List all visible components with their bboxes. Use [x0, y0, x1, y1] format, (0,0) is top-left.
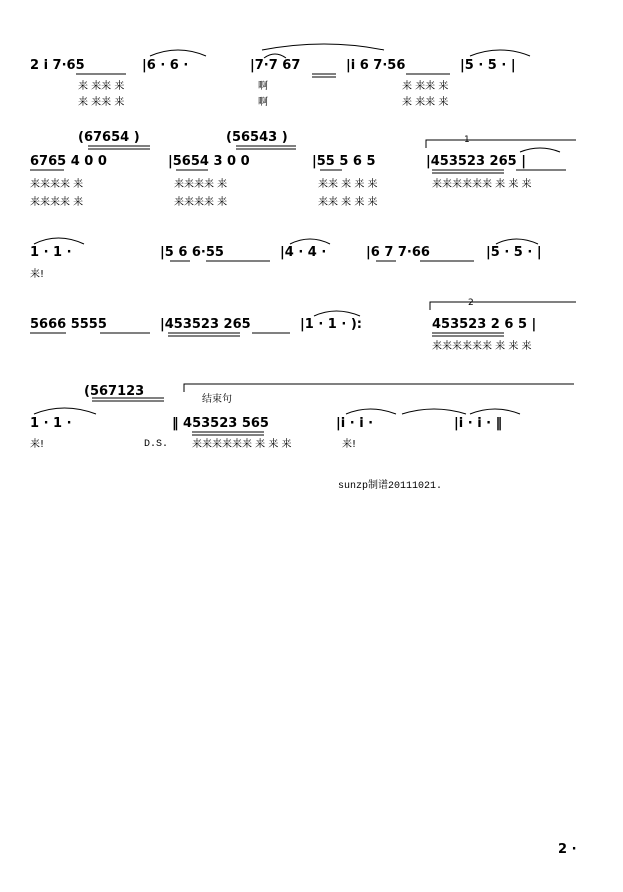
ds-marking: D.S. [144, 439, 169, 450]
volta-bracket [430, 302, 576, 310]
lyric-text: 来来来来 来 [30, 197, 84, 208]
slur [264, 54, 286, 58]
slur [34, 238, 84, 244]
notes-measure: |i · i · ‖ [454, 416, 503, 431]
notes-measure: |55 5 6 5 [312, 154, 376, 169]
slur [314, 311, 360, 316]
notes-measure: ‖ 453523 565 [172, 416, 269, 431]
notes-measure: |7·7 67 [250, 58, 301, 73]
section-label: 结束句 [202, 394, 232, 405]
lyric-text: 来来来来来来 来 来 来 [432, 341, 532, 352]
slur [520, 148, 560, 152]
notes-measure: |5654 3 0 0 [168, 154, 250, 169]
volta-number: 2 [468, 298, 474, 308]
slur [470, 50, 530, 56]
slur [402, 409, 466, 414]
slur [262, 44, 384, 50]
notes-measure: 5666 5555 [30, 317, 107, 332]
lyric-text: 啊 [258, 97, 268, 108]
lyric-text: 来! [30, 269, 45, 280]
notes-measure: |5 · 5 · | [486, 245, 542, 260]
lyric-text: 来来来来 来 [30, 179, 84, 190]
notes-measure: |1 · 1 · ): [300, 317, 362, 332]
notes-measure: |i 6 7·56 [346, 58, 406, 73]
notes-measure: |453523 265 [160, 317, 251, 332]
slur [346, 409, 396, 414]
volta-number: 1 [464, 135, 470, 145]
notes-measure: 1 · 1 · [30, 245, 72, 260]
lyric-text: 来 来来 来 [78, 81, 125, 92]
lyric-text: 来来 来 来 来 [318, 197, 378, 208]
notes-measure: |6 7 7·66 [366, 245, 430, 260]
parenthesized-phrase: (67654 ) [78, 130, 140, 145]
page-number: 2 · [558, 842, 577, 857]
parenthesized-phrase: (567123 [84, 384, 145, 399]
notes-measure: |5 · 5 · | [460, 58, 516, 73]
notes-measure: |5 6 6·55 [160, 245, 224, 260]
notes-measure: 2 i 7·65 [30, 58, 85, 73]
ending-bracket [184, 384, 574, 392]
lyric-text: 来 来来 来 [78, 97, 125, 108]
lyric-text: 来来来来 来 [174, 197, 228, 208]
lyric-text: 来! [30, 439, 45, 450]
slur [34, 408, 96, 414]
notes-measure: 453523 2 6 5 | [432, 317, 537, 332]
arranger-credit: sunzp制谱20111021. [338, 481, 443, 492]
lyric-text: 来! [342, 439, 357, 450]
parenthesized-phrase: (56543 ) [226, 130, 288, 145]
lyric-text: 来 来来 来 [402, 97, 449, 108]
notes-measure: |i · i · [336, 416, 374, 431]
slur [150, 50, 206, 56]
lyric-text: 来来来来来来 来 来 来 [432, 179, 532, 190]
slur [290, 239, 330, 244]
notes-measure: |453523 265 | [426, 154, 526, 169]
slur [496, 239, 538, 244]
lyric-text: 来来来来来来 来 来 来 [192, 439, 292, 450]
lyric-text: 来来来来 来 [174, 179, 228, 190]
lyric-text: 来来 来 来 来 [318, 179, 378, 190]
notes-measure: |6 · 6 · [142, 58, 189, 73]
notes-measure: |4 · 4 · [280, 245, 327, 260]
notes-measure: 6765 4 0 0 [30, 154, 107, 169]
slur [470, 409, 520, 414]
notes-measure: 1 · 1 · [30, 416, 72, 431]
volta-bracket [426, 140, 576, 148]
lyric-text: 来 来来 来 [402, 81, 449, 92]
lyric-text: 啊 [258, 81, 268, 92]
